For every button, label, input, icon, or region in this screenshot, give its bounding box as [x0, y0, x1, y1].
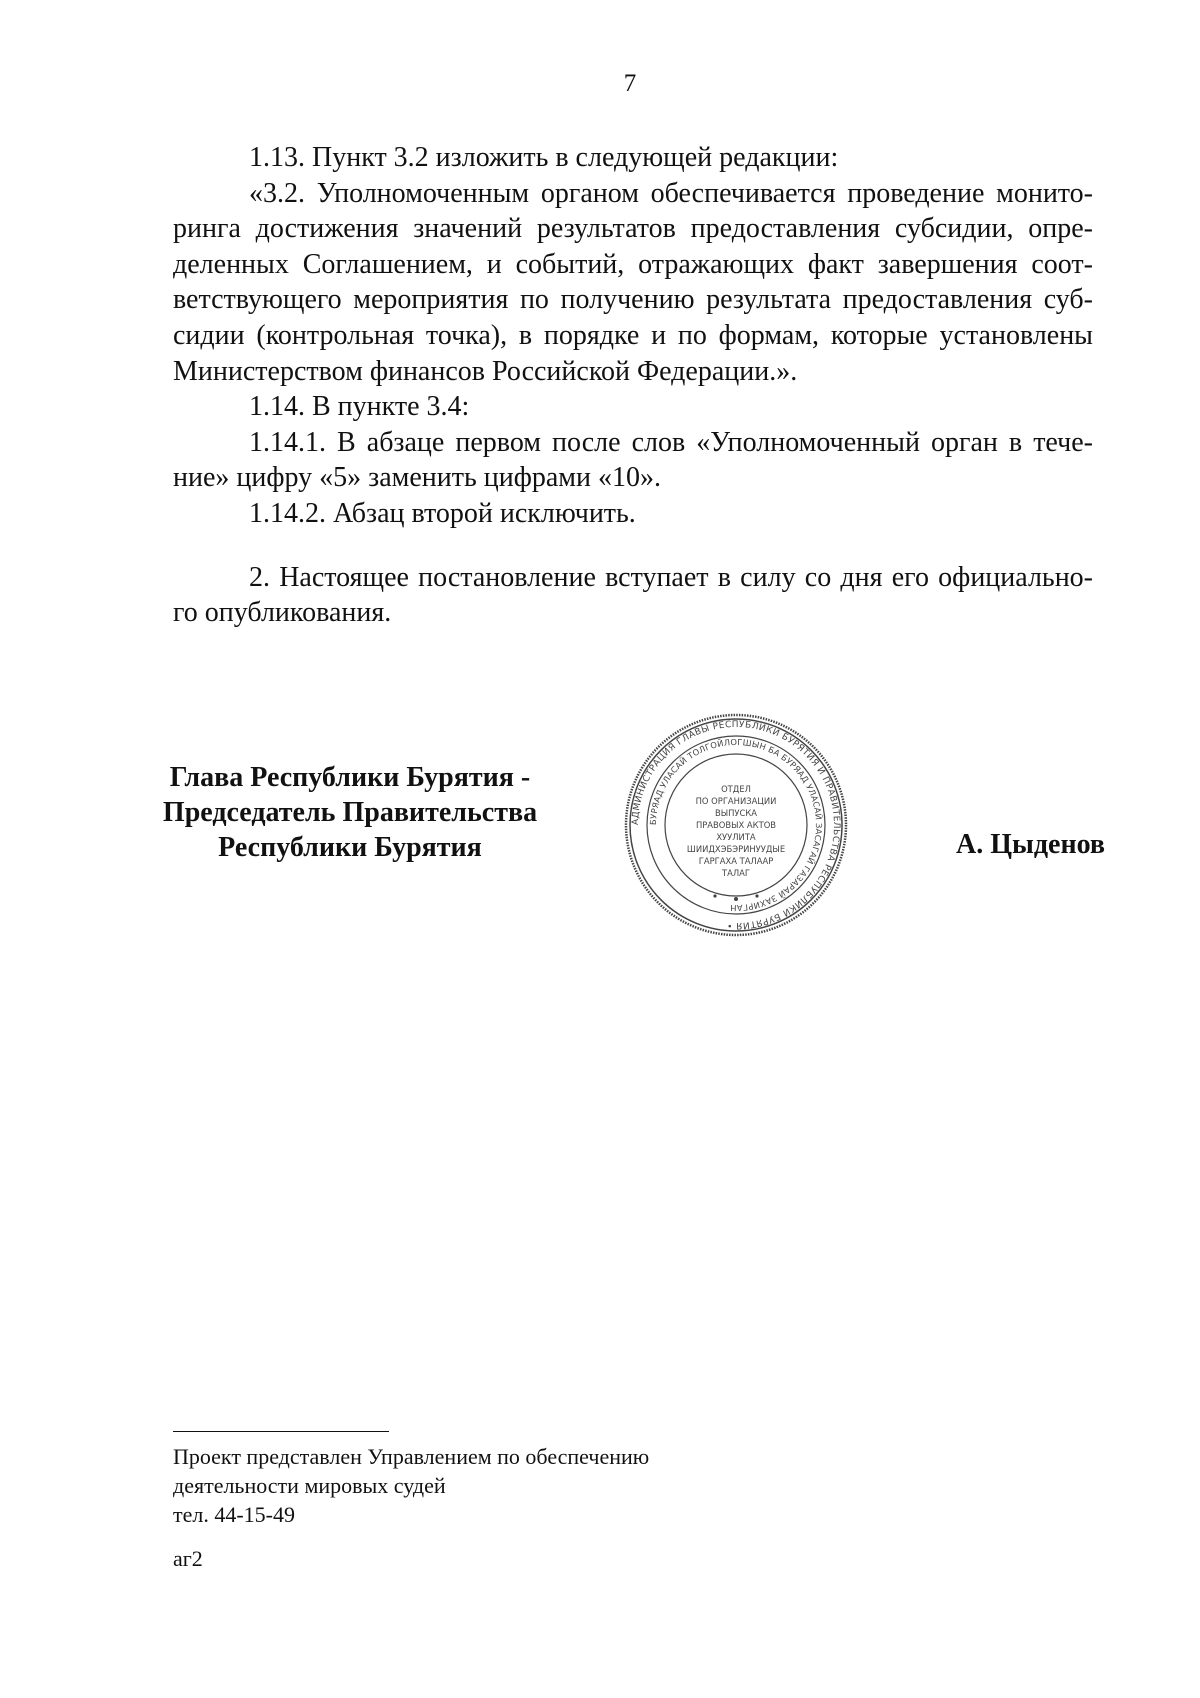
seal-inner-text: БУРЯАД УЛАСАЙ ТОЛГОЙЛОГШЫН БА БУРЯАД УЛАСАЙ ЗАСАГАЙ ГАЗАРАЙ ЗАХИРГАН	[647, 736, 825, 914]
signatory-title-line: Глава Республики Бурятия -	[169, 762, 531, 793]
footnote-line: тел. 44-15-49	[173, 1502, 296, 1527]
seal-center-line: ШИИДХЭБЭРИНУУДЫЕ	[686, 844, 786, 854]
footnote-divider	[173, 1431, 389, 1432]
official-seal-stamp	[623, 712, 849, 938]
page-number: 7	[623, 70, 637, 97]
signatory-name: А. Цыденов	[955, 829, 1105, 860]
paragraph-1-13: 1.13. Пункт 3.2 изложить в следующей редакции:	[249, 142, 839, 173]
seal-center-line: ОТДЕЛ	[721, 784, 751, 794]
footnote-line: Проект представлен Управлением по обеспечению	[173, 1444, 650, 1469]
seal-center-line: ТАЛАГ	[722, 868, 750, 878]
footnote	[173, 1442, 873, 1529]
paragraph-2: 2. Настоящее постановление вступает в силу со дня его официально-го опубликования.	[173, 561, 1093, 629]
document-code: аг2	[173, 1546, 203, 1571]
paragraph-1-14-2: 1.14.2. Абзац второй исключить.	[249, 497, 636, 529]
seal-center-line: ПО ОРГАНИЗАЦИИ	[695, 796, 777, 806]
signatory-title	[140, 760, 560, 865]
footnote-line: деятельности мировых судей	[173, 1473, 446, 1498]
paragraph-1-14: 1.14. В пункте 3.4:	[249, 391, 470, 423]
seal-star-icons	[713, 894, 758, 901]
seal-center-line: ГАРГАХА ТАЛААР	[698, 856, 774, 866]
seal-center-line: ВЫПУСКА	[714, 808, 758, 818]
seal-star-icon	[713, 894, 716, 897]
seal-outer-text: АДМИНИСТРАЦИЯ ГЛАВЫ РЕСПУБЛИКИ БУРЯТИЯ И ПРАВИТЕЛЬСТВА РЕСПУБЛИКИ БУРЯТИЯ •	[630, 719, 842, 931]
seal-star-icon	[755, 894, 758, 897]
signatory-title-line: Республики Бурятия	[218, 832, 482, 863]
paragraph-1-14-1: 1.14.1. В абзаце первом после слов «Уполномоченный орган в тече-ние» цифру «5» заменить цифрами «10».	[173, 426, 1093, 494]
seal-star-icon	[734, 897, 738, 901]
document-body	[173, 140, 1093, 631]
signatory-title-line: Председатель Правительства	[162, 797, 538, 828]
seal-center-line: ПРАВОВЫХ АКТОВ	[695, 820, 777, 830]
paragraph-3-2-quote: «3.2. Уполномоченным органом обеспечивается проведение монито-ринга достижения значений результатов предоставления субсидии, опре-деленных Соглашением, и событий, отражающих факт завершения соот-ветствующего мероприятия по получению результата предоставления суб-сидии (контрольная точка), в порядке и по формам, которые установлены Министерством финансов Российской Федерации.».	[173, 177, 1093, 387]
seal-graphic	[623, 712, 849, 938]
seal-center-line: ХУУЛИТА	[716, 832, 756, 842]
